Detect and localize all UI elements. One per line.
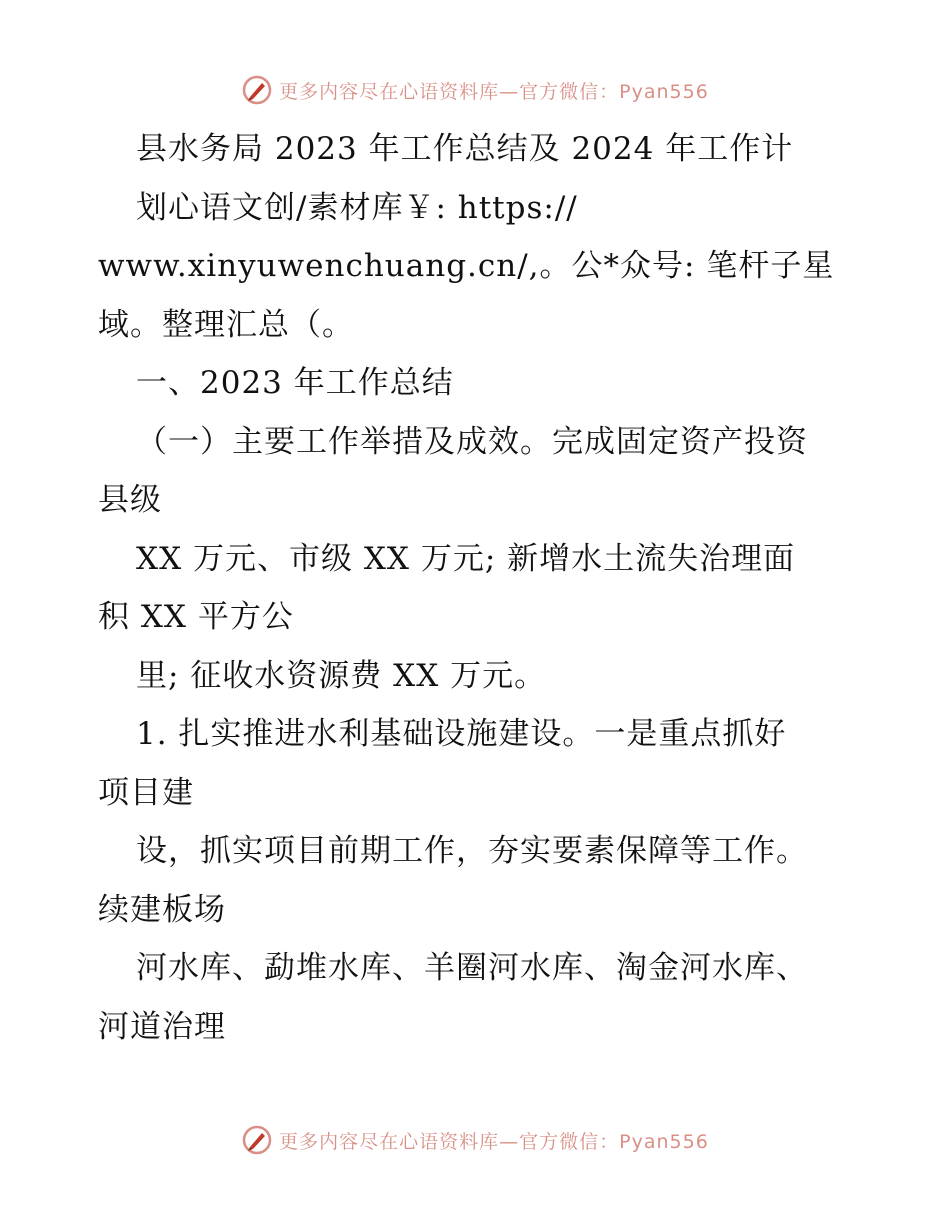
header-banner-text: 更多内容尽在心语资料库—官方微信：Pyan556 xyxy=(279,80,709,103)
text-line: 1. 扎实推进水利基础设施建设。一是重点抓好 xyxy=(136,716,787,752)
text-line: 设，抓实项目前期工作，夯实要素保障等工作。 xyxy=(136,833,808,869)
pen-logo-icon xyxy=(241,1124,273,1156)
text-line: 县水务局 2023 年工作总结及 2024 年工作计 xyxy=(136,131,794,167)
text-line: XX 万元、市级 XX 万元; 新增水土流失治理面 xyxy=(136,540,796,577)
text-line: 一、2023 年工作总结 xyxy=(136,365,454,401)
text-line: 续建板场 xyxy=(98,891,226,928)
text-line: （一）主要工作举措及成效。完成固定资产投资 xyxy=(136,423,808,460)
document-body xyxy=(98,120,858,1056)
text-line: 划心语文创/素材库￥: https:// xyxy=(136,189,578,226)
text-line: 项目建 xyxy=(98,774,194,811)
text-line: 河水库、勐堆水库、羊圈河水库、淘金河水库、 xyxy=(136,950,808,986)
text-line: 里; 征收水资源费 XX 万元。 xyxy=(136,657,547,694)
text-line: www.xinyuwenchuang.cn/,。公*众号: 笔杆子星 xyxy=(98,248,835,284)
text-line: 河道治理 xyxy=(98,1008,226,1045)
footer-banner-text: 更多内容尽在心语资料库—官方微信：Pyan556 xyxy=(279,1130,709,1153)
pen-logo-icon xyxy=(241,74,273,106)
text-line: 县级 xyxy=(98,482,162,518)
header-banner xyxy=(0,70,950,110)
text-line: 域。整理汇总（。 xyxy=(98,306,354,343)
footer-banner xyxy=(0,1120,950,1160)
text-line: 积 XX 平方公 xyxy=(98,599,294,635)
